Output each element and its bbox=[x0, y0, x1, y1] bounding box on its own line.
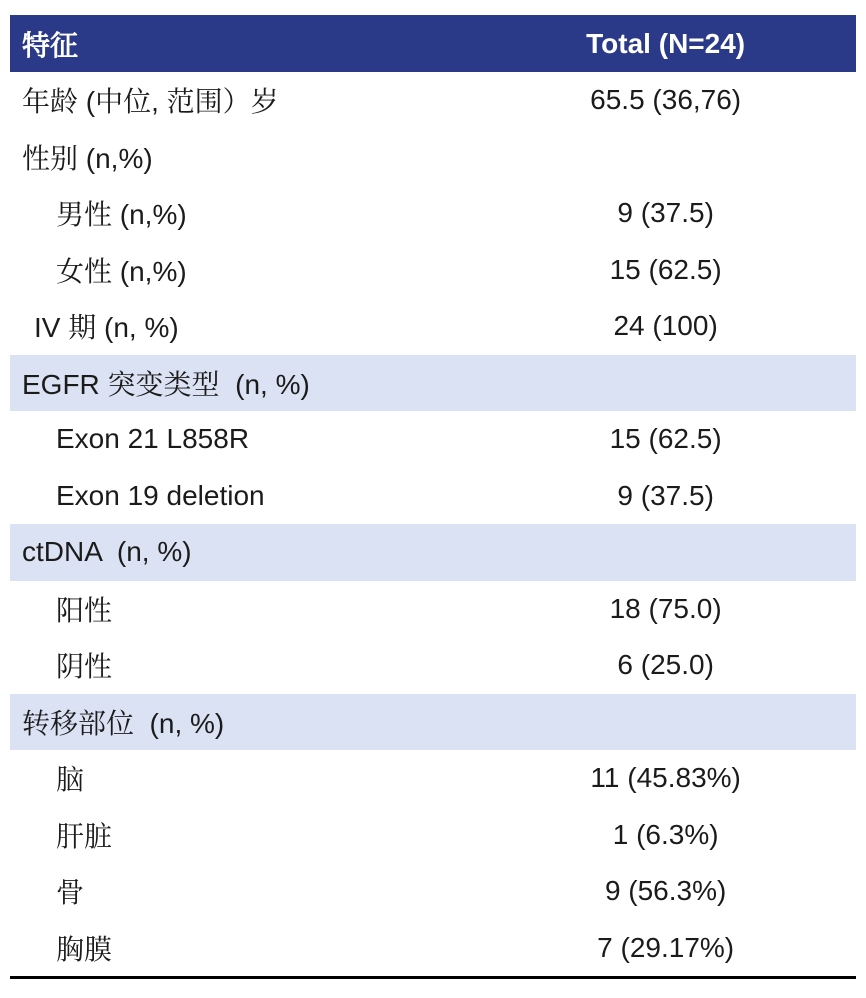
row-label: Exon 21 L858R bbox=[56, 423, 250, 455]
row-value: 7 (29.17%) bbox=[597, 931, 735, 963]
section-row-ctdna bbox=[10, 524, 856, 581]
section-row-egfr bbox=[10, 355, 856, 412]
row-label: IV 期 (n, %) bbox=[34, 312, 179, 344]
table-row-female bbox=[10, 242, 856, 299]
row-value: 1 (6.3%) bbox=[612, 818, 719, 850]
table-row-brain bbox=[10, 750, 856, 807]
table-row-pleura bbox=[10, 920, 856, 977]
table-row-bone bbox=[10, 863, 856, 920]
row-label: 阴性 bbox=[56, 651, 113, 683]
total-column-header: Total (N=24) bbox=[586, 27, 746, 59]
row-label: 胸膜 bbox=[56, 933, 113, 965]
row-label: 阳性 bbox=[56, 594, 113, 626]
row-label: 性别 (n,%) bbox=[22, 142, 153, 174]
row-label: Exon 19 deletion bbox=[56, 479, 265, 511]
row-value: 65.5 (36,76) bbox=[590, 84, 742, 116]
table-bottom-rule bbox=[10, 976, 856, 979]
section-row-metastasis bbox=[10, 694, 856, 751]
row-label: 肝脏 bbox=[56, 820, 113, 852]
table-row-age bbox=[10, 72, 856, 129]
row-label: 年龄 (中位, 范围）岁 bbox=[22, 86, 279, 118]
section-label: EGFR 突变类型 (n, %) bbox=[22, 368, 310, 400]
row-label: 骨 bbox=[56, 877, 85, 909]
row-label: 脑 bbox=[56, 764, 85, 796]
row-value: 11 (45.83%) bbox=[590, 762, 741, 794]
row-value: 9 (56.3%) bbox=[604, 875, 727, 907]
characteristics-table bbox=[10, 15, 856, 979]
row-value: 15 (62.5) bbox=[609, 253, 722, 285]
row-label: 男性 (n,%) bbox=[56, 199, 187, 231]
row-value: 9 (37.5) bbox=[617, 479, 714, 511]
table-row-sex bbox=[10, 129, 856, 186]
table-row-stage-iv bbox=[10, 298, 856, 355]
table-row-ctdna-negative bbox=[10, 637, 856, 694]
table-row-ctdna-positive bbox=[10, 581, 856, 638]
row-value: 18 (75.0) bbox=[609, 592, 722, 624]
section-label: ctDNA (n, %) bbox=[22, 536, 192, 568]
table-header-row bbox=[10, 15, 856, 72]
table-row-liver bbox=[10, 807, 856, 864]
table-row-exon19 bbox=[10, 468, 856, 525]
table-row-male bbox=[10, 185, 856, 242]
feature-column-header: 特征 bbox=[22, 29, 79, 61]
section-label: 转移部位 (n, %) bbox=[22, 707, 225, 739]
row-value: 9 (37.5) bbox=[617, 197, 714, 229]
row-value: 15 (62.5) bbox=[609, 423, 722, 455]
table-row-exon21 bbox=[10, 411, 856, 468]
row-value: 6 (25.0) bbox=[617, 649, 714, 681]
row-value: 24 (100) bbox=[613, 310, 718, 342]
row-label: 女性 (n,%) bbox=[56, 255, 187, 287]
